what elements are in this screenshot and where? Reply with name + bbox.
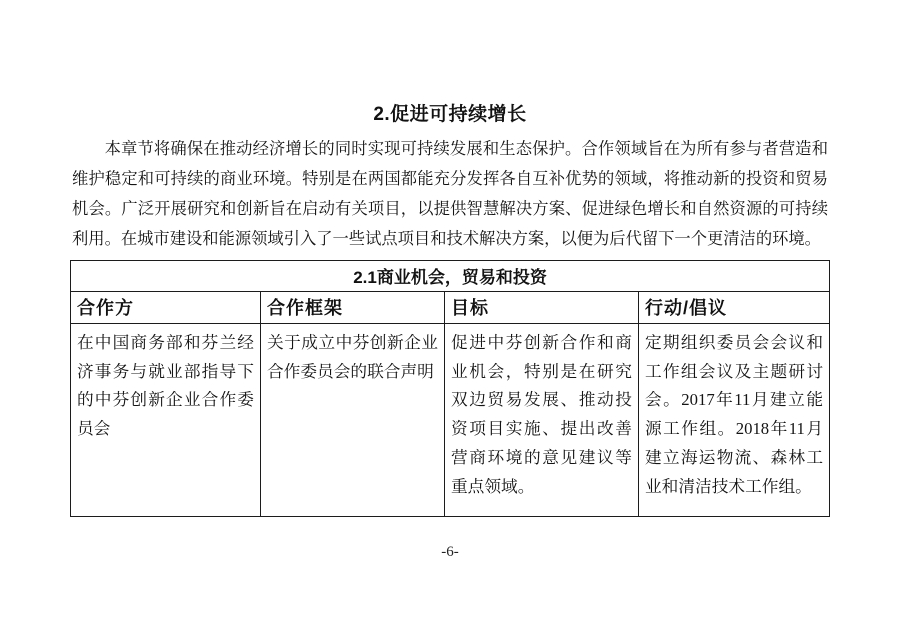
cell-framework: 关于成立中芬创新企业合作委员会的联合声明	[261, 324, 445, 517]
cell-actions: 定期组织委员会会议和工作组会议及主题研讨会。2017年11月建立能源工作组。2018年11月建立海运物流、森林工业和清洁技术工作组。	[639, 324, 830, 517]
table-title-row	[71, 261, 830, 292]
column-header-goal: 目标	[445, 292, 639, 324]
table-row	[71, 324, 830, 517]
section-title: 2.促进可持续增长	[373, 104, 527, 125]
column-header-framework: 合作框架	[261, 292, 445, 324]
table-title: 2.1商业机会，贸易和投资	[71, 261, 830, 292]
intro-paragraph: 本章节将确保在推动经济增长的同时实现可持续发展和生态保护。合作领域旨在为所有参与者营造和维护稳定和可持续的商业环境。特别是在两国都能充分发挥各自互补优势的领域，将推动新的投资和贸易机会。广泛开展研究和创新旨在启动有关项目，以提供智慧解决方案、促进绿色增长和自然资源的可持续利用。在城市建设和能源领域引入了一些试点项目和技术解决方案，以便为后代留下一个更清洁的环境。	[72, 139, 828, 248]
table-header-row	[71, 292, 830, 324]
cooperation-table	[70, 260, 830, 517]
column-header-partner: 合作方	[71, 292, 261, 324]
page-number: -6-	[441, 544, 459, 560]
cell-goal: 促进中芬创新合作和商业机会，特别是在研究双边贸易发展、推动投资项目实施、提出改善营商环境的意见建议等重点领域。	[445, 324, 639, 517]
column-header-actions: 行动/倡议	[639, 292, 830, 324]
cell-partner: 在中国商务部和芬兰经济事务与就业部指导下的中芬创新企业合作委员会	[71, 324, 261, 517]
